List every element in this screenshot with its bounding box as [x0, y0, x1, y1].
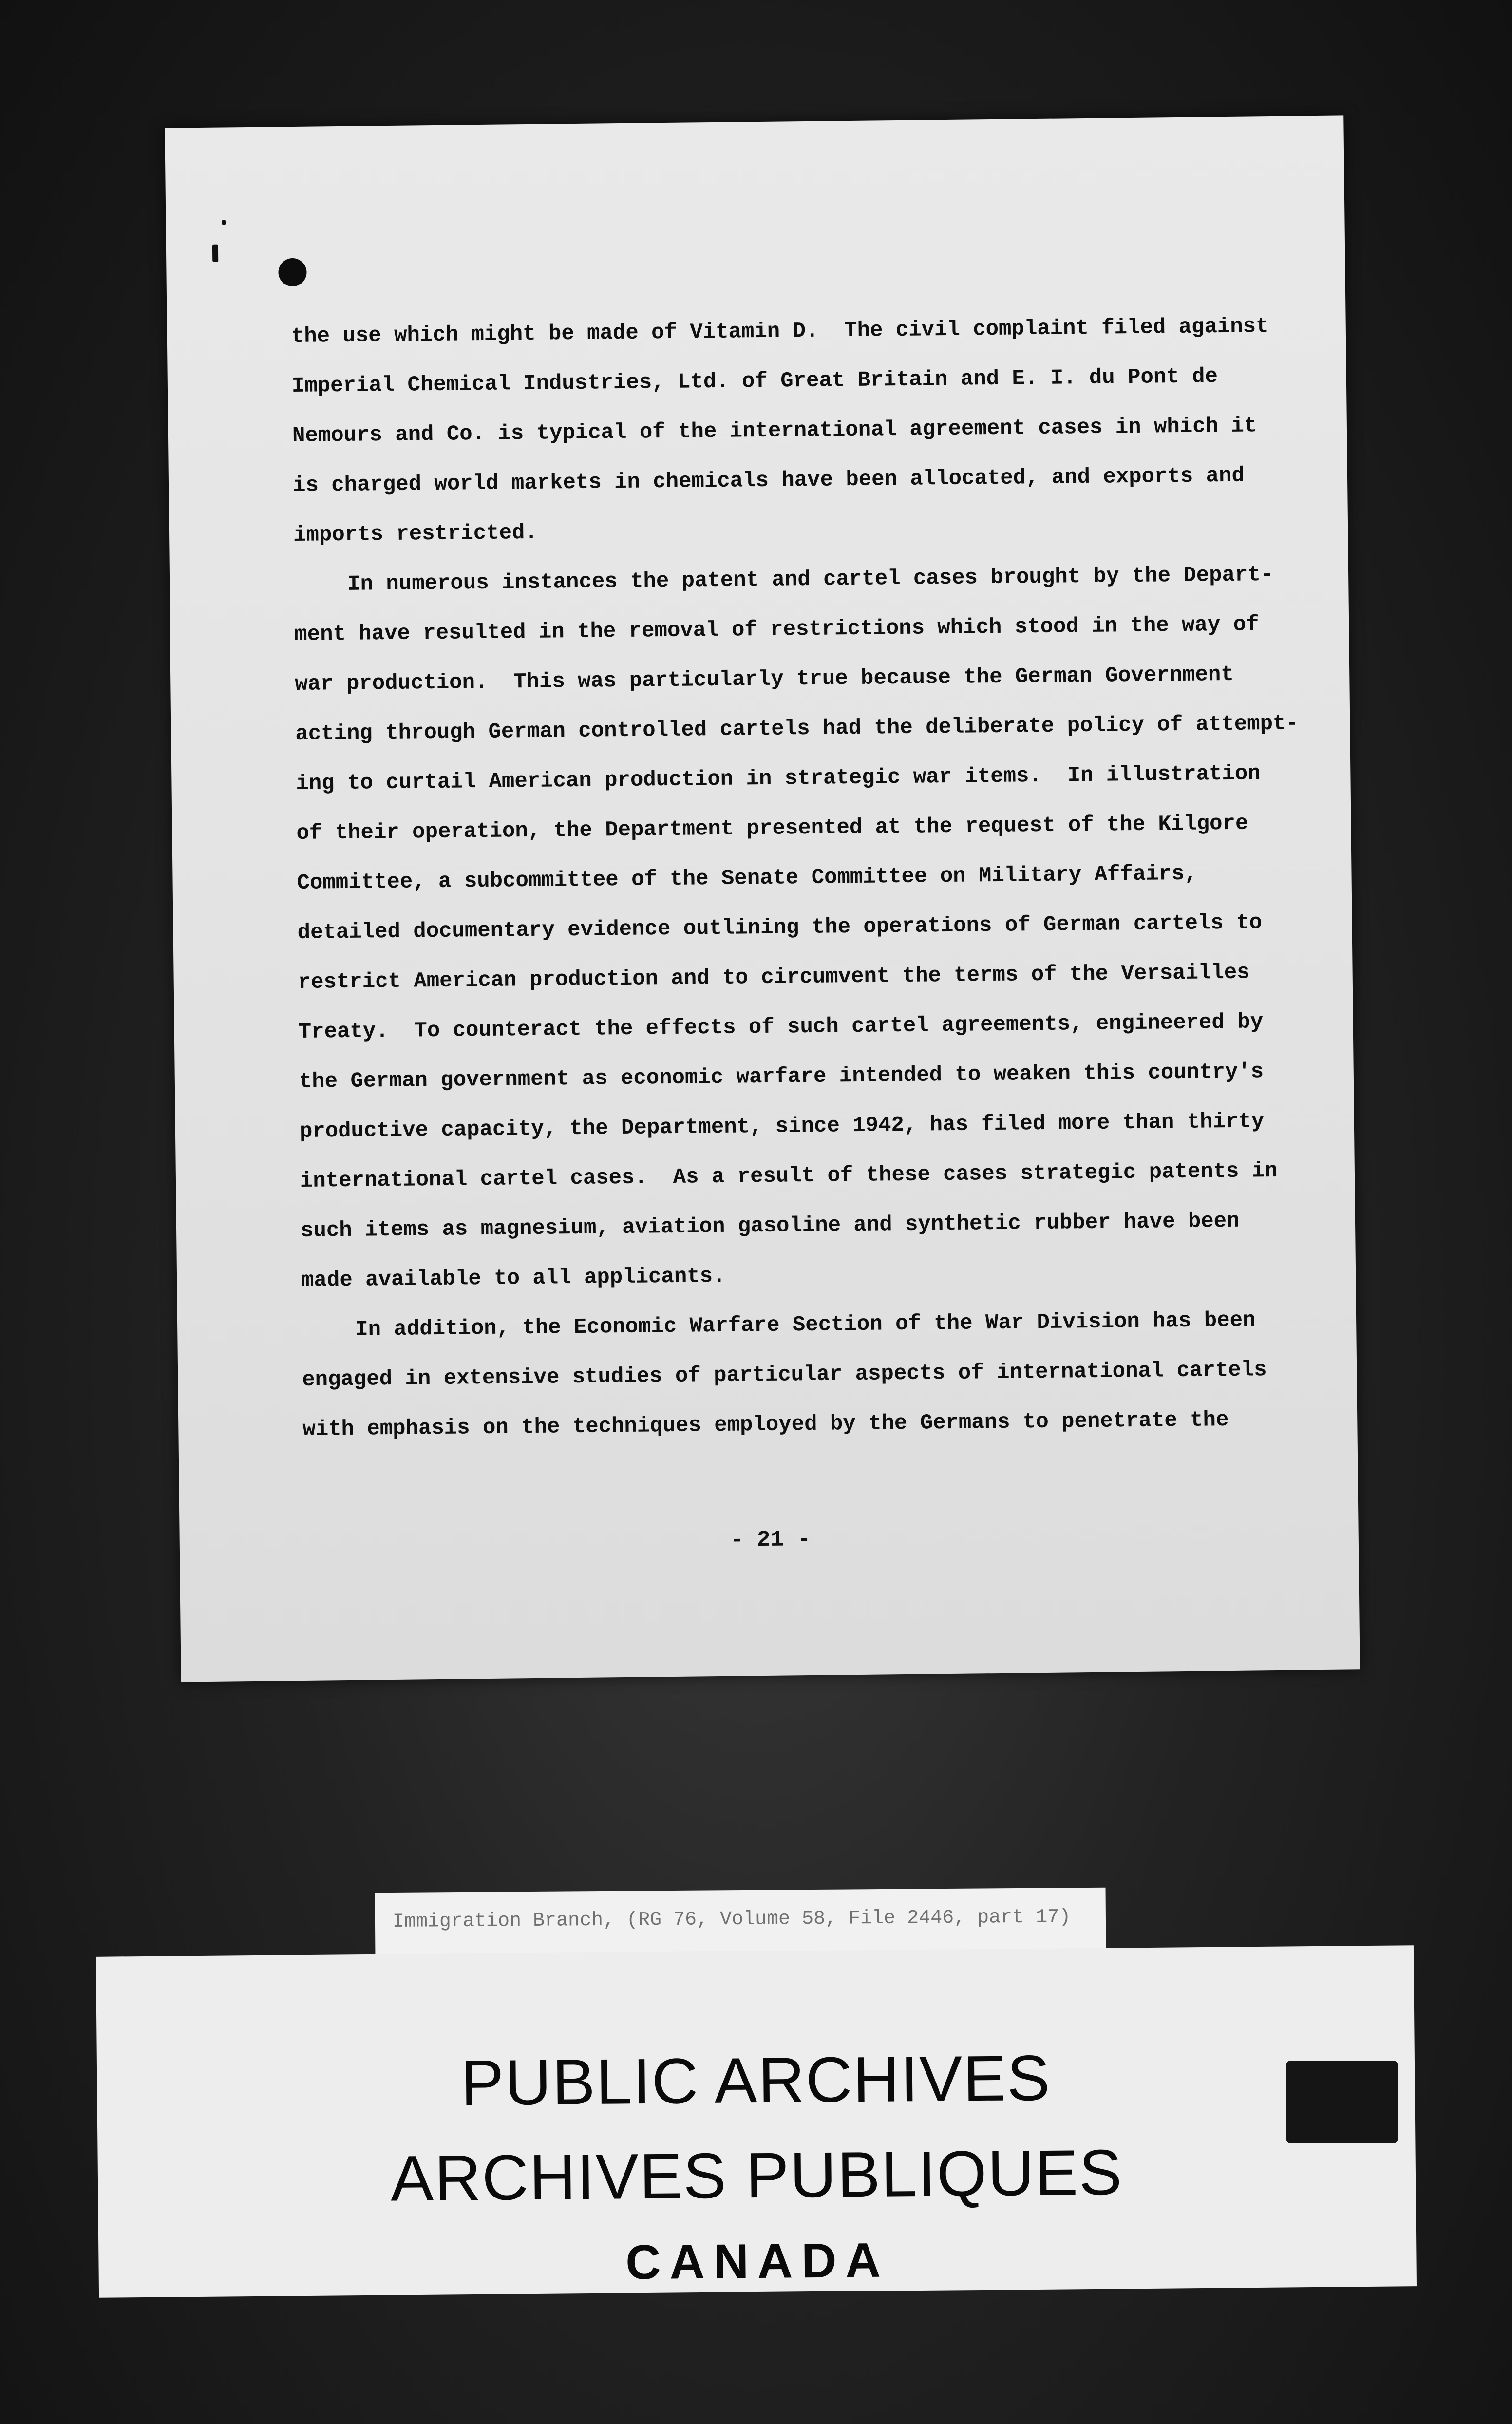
text-line: the use which might be made of Vitamin D. The civil complaint filed against: [291, 314, 1269, 349]
scan-mark: [212, 245, 218, 262]
text-line: such items as magnesium, aviation gasoline and synthetic rubber have been: [300, 1209, 1240, 1243]
text-line: In numerous instances the patent and cartel cases brought by the Depart-: [347, 562, 1274, 597]
text-line: Imperial Chemical Industries, Ltd. of Great Britain and E. I. du Pont de: [291, 364, 1218, 399]
text-line: ment have resulted in the removal of restrictions which stood in the way of: [294, 612, 1259, 647]
text-line: productive capacity, the Department, since 1942, has filed more than thirty: [299, 1109, 1265, 1144]
text-line: with emphasis on the techniques employed by the Germans to penetrate the: [302, 1408, 1229, 1442]
text-line: engaged in extensive studies of particular aspects of international cartels: [302, 1358, 1267, 1392]
scan-mark: [222, 220, 226, 225]
stamp-line-archives-publiques: ARCHIVES PUBLIQUES: [390, 2136, 1123, 2215]
page-number: - 21 -: [730, 1527, 811, 1553]
text-line: In addition, the Economic Warfare Section of the War Division has been: [355, 1308, 1256, 1342]
archives-stamp-card: [96, 1945, 1417, 2298]
text-line: acting through German controlled cartels had the deliberate policy of attempt-: [295, 711, 1299, 747]
text-line: international cartel cases. As a result of these cases strategic patents in: [300, 1158, 1278, 1193]
text-line: war production. This was particularly true because the German Government: [295, 662, 1234, 697]
punch-hole: [278, 258, 307, 287]
document-body: [291, 302, 1299, 1455]
stamp-line-canada: CANADA: [625, 2233, 890, 2290]
text-line: Nemours and Co. is typical of the international agreement cases in which it: [292, 414, 1257, 449]
text-line: is charged world markets in chemicals have been allocated, and exports and: [292, 463, 1245, 498]
stamp-line-public-archives: PUBLIC ARCHIVES: [460, 2042, 1051, 2119]
text-line: of their operation, the Department presented at the request of the Kilgore: [296, 811, 1248, 846]
archive-reference-slip: [375, 1888, 1106, 1958]
text-line: the German government as economic warfare intended to weaken this country's: [299, 1060, 1264, 1094]
text-line: made available to all applicants.: [301, 1264, 726, 1293]
text-line: ing to curtail American production in strategic war items. In illustration: [296, 761, 1261, 796]
document-page: [165, 115, 1360, 1682]
text-line: Treaty. To counteract the effects of such cartel agreements, engineered by: [298, 1010, 1264, 1044]
text-line: restrict American production and to circumvent the terms of the Versailles: [298, 960, 1250, 995]
text-line: imports restricted.: [293, 520, 538, 548]
text-line: detailed documentary evidence outlining the operations of German cartels to: [297, 910, 1263, 945]
binder-clip: [1286, 2061, 1398, 2143]
archive-reference-text: Immigration Branch, (RG 76, Volume 58, File 2446, part 17): [392, 1906, 1071, 1933]
text-line: Committee, a subcommittee of the Senate Committee on Military Affairs,: [297, 861, 1198, 896]
